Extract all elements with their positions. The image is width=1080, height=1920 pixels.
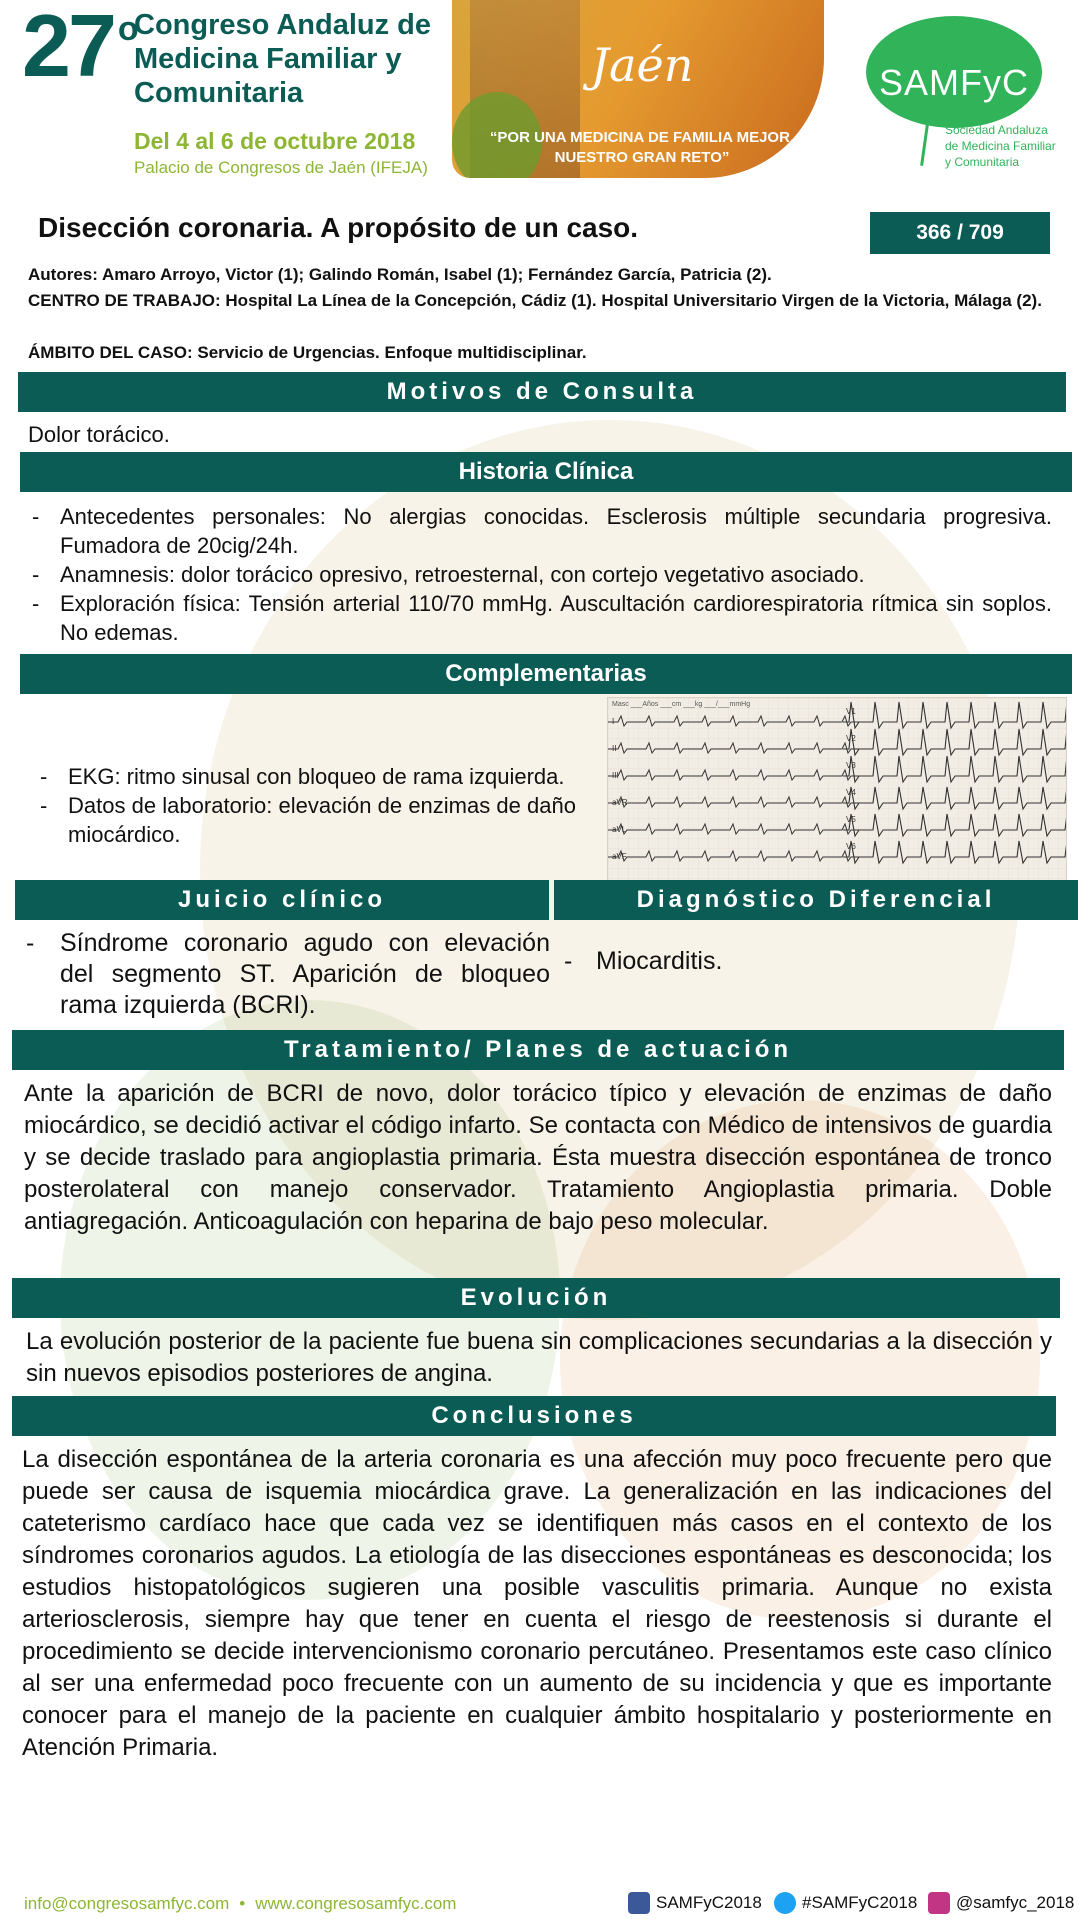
website-link[interactable]: www.congresosamfyc.com xyxy=(255,1894,457,1913)
instagram-icon xyxy=(928,1892,950,1914)
juicio-heading: Juicio clínico xyxy=(15,880,549,920)
diferencial-list xyxy=(560,946,1060,977)
ecg-image xyxy=(607,697,1067,881)
ecg-lead-label: I xyxy=(612,717,615,726)
diferencial-heading: Diagnóstico Diferencial xyxy=(554,880,1078,920)
evolucion-text: La evolución posterior de la paciente fue buena sin complicaciones secundarias a la disección y sin nuevos episodios posteriores de angina. xyxy=(26,1328,1052,1387)
list-item: - Exploración física: Tensión arterial 110/70 mmHg. Auscultación cardiorespiratoria rítmica sin soplos. No edemas. xyxy=(28,589,1052,647)
ecg-trace xyxy=(608,698,1066,880)
ecg-lead-label: aVR xyxy=(612,798,628,807)
ecg-lead-label: III xyxy=(612,771,619,780)
facebook-icon xyxy=(628,1892,650,1914)
complementarias-heading: Complementarias xyxy=(20,654,1072,694)
congress-venue: Palacio de Congresos de Jaén (IFEJA) xyxy=(134,158,428,177)
conclusiones-heading: Conclusiones xyxy=(12,1396,1056,1436)
case-title: Disección coronaria. A propósito de un caso. xyxy=(38,212,639,243)
ecg-header-text: Masc ___Años ___cm ___kg ___/___mmHg xyxy=(612,701,751,708)
tratamiento-heading: Tratamiento/ Planes de actuación xyxy=(12,1030,1064,1070)
case-number-badge: 366 / 709 xyxy=(870,212,1050,254)
list-item: - EKG: ritmo sinusal con bloqueo de rama izquierda. xyxy=(36,762,576,791)
congress-slogan: “POR UNA MEDICINA DE FAMILIA MEJOR, NUESTRO GRAN RETO” xyxy=(489,129,795,166)
complementarias-list xyxy=(36,762,576,849)
tratamiento-text: Ante la aparición de BCRI de novo, dolor torácico típico y elevación de enzimas de daño miocárdico, se decidió activar el código infarto. Se contacta con Médico de intensivos de guardia y se decide traslado para angioplastia primaria. Ésta muestra disección espontánea de tronco posterolateral con manejo conservador. Tratamiento Angioplastia primaria. Doble antiagregación. Anticoagulación con heparina de bajo peso molecular. xyxy=(24,1080,1052,1235)
footer-contact: info@congresosamfyc.com • www.congresosamfyc.com xyxy=(24,1894,457,1913)
authors: Autores: Amaro Arroyo, Victor (1); Galindo Román, Isabel (1); Fernández García, Patricia (2). xyxy=(28,265,772,284)
facebook-handle[interactable]: SAMFyC2018 xyxy=(628,1892,762,1914)
work-center: CENTRO DE TRABAJO: Hospital La Línea de la Concepción, Cádiz (1). Hospital Universitario Virgen de la Victoria, Málaga (2). xyxy=(28,291,1042,310)
ecg-lead-label: V5 xyxy=(846,815,856,824)
ecg-lead-label: V1 xyxy=(846,707,856,716)
ecg-lead-label: aVF xyxy=(612,852,627,861)
list-item: - Anamnesis: dolor torácico opresivo, retroesternal, con cortejo vegetativo asociado. xyxy=(28,560,1052,589)
historia-list xyxy=(28,502,1052,647)
motivos-text: Dolor torácico. xyxy=(28,422,170,447)
samfyc-logo-subtitle: Sociedad Andaluza de Medicina Familiar y Comunitaria xyxy=(945,123,1056,169)
instagram-handle[interactable]: @samfyc_2018 xyxy=(928,1892,1074,1914)
motivos-heading: Motivos de Consulta xyxy=(18,372,1066,412)
twitter-handle[interactable]: #SAMFyC2018 xyxy=(774,1892,917,1914)
list-item: - Síndrome coronario agudo con elevación del segmento ST. Aparición de bloqueo rama izquierda (BCRI). xyxy=(22,928,550,1021)
ecg-lead-label: V2 xyxy=(846,734,856,743)
congress-dates: Del 4 al 6 de octubre 2018 xyxy=(134,128,416,154)
ecg-lead-label: II xyxy=(612,744,617,753)
city-name: Jaén xyxy=(590,38,694,92)
ecg-lead-label: aVL xyxy=(612,825,627,834)
edition-number: 27 $^o$ xyxy=(22,0,136,95)
evolucion-heading: Evolución xyxy=(12,1278,1060,1318)
samfyc-logo-text: SAMFyC xyxy=(879,62,1029,103)
ecg-lead-label: V3 xyxy=(846,761,856,770)
juicio-list xyxy=(22,928,550,1021)
ecg-lead-label: V4 xyxy=(846,788,856,797)
ecg-lead-label: V6 xyxy=(846,842,856,851)
list-item: - Datos de laboratorio: elevación de enzimas de daño miocárdico. xyxy=(36,791,576,849)
historia-heading: Historia Clínica xyxy=(20,452,1072,492)
list-item: - Miocarditis. xyxy=(560,946,1060,977)
email-link[interactable]: info@congresosamfyc.com xyxy=(24,1894,230,1913)
congress-title: Congreso Andaluz de Medicina Familiar y Comunitaria xyxy=(134,9,431,109)
case-scope: ÁMBITO DEL CASO: Servicio de Urgencias. Enfoque multidisciplinar. xyxy=(28,343,587,362)
city-banner xyxy=(452,0,824,178)
conclusiones-text: La disección espontánea de la arteria coronaria es una afección muy poco frecuente pero que puede ser causa de isquemia miocárdica grave. La generalización en las indicaciones del cateterismo cardíaco hace que cada vez se identifiquen más casos en el contexto de los síndromes coronarios agudos. La etiología de las disecciones espontáneas es desconocida; los estudios histopatológicos sugieren una posible vasculitis primaria. Aunque no exista arteriosclerosis, siempre hay que tener en cuenta el riesgo de reestenosis si durante el procedimiento se decide intervencionismo coronario percutáneo. Presentamos este caso clínico al ser una enfermedad poco frecuente con un aumento de su incidencia y que es importante conocer para el manejo de la paciente en cualquier ámbito hospitalario y posteriormente en Atención Primaria. xyxy=(22,1446,1052,1761)
list-item: - Antecedentes personales: No alergias conocidas. Esclerosis múltiple secundaria progresiva. Fumadora de 20cig/24h. xyxy=(28,502,1052,560)
twitter-icon xyxy=(774,1892,796,1914)
